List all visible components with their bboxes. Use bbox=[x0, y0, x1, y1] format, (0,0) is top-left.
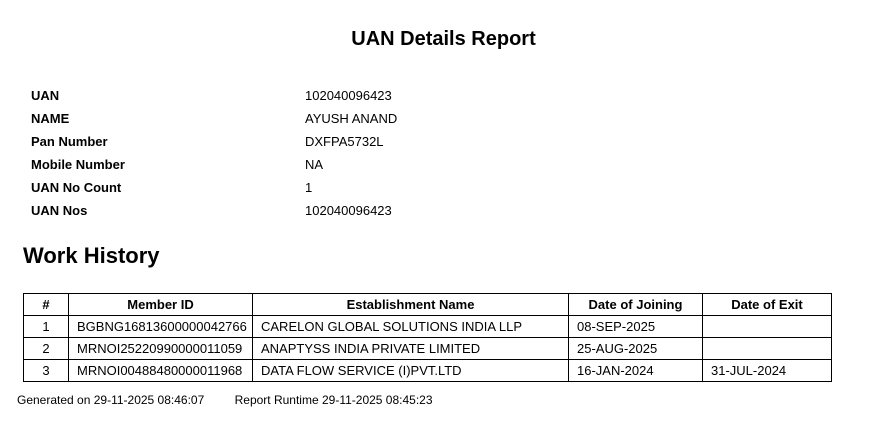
detail-value: 102040096423 bbox=[305, 203, 392, 218]
detail-row-uan-no-count bbox=[31, 176, 887, 199]
detail-value: 102040096423 bbox=[305, 88, 392, 103]
table-row bbox=[24, 360, 832, 382]
cell-date-of-exit: 31-JUL-2024 bbox=[703, 360, 832, 382]
cell-index: 3 bbox=[24, 360, 69, 382]
detail-label: UAN Nos bbox=[31, 203, 88, 218]
detail-row-mobile-number bbox=[31, 153, 887, 176]
col-header-member-id: Member ID bbox=[69, 294, 253, 316]
generated-timestamp: Generated on 29-11-2025 08:46:07 bbox=[17, 393, 205, 407]
cell-member-id: MRNOI00488480000011968 bbox=[69, 360, 253, 382]
cell-date-of-joining: 16-JAN-2024 bbox=[569, 360, 703, 382]
uan-details-section bbox=[31, 84, 887, 222]
detail-label: UAN No Count bbox=[31, 180, 122, 195]
page-title: UAN Details Report bbox=[351, 28, 536, 50]
table-row bbox=[24, 338, 832, 360]
detail-row-pan-number bbox=[31, 130, 887, 153]
col-header-establishment-name: Establishment Name bbox=[253, 294, 569, 316]
cell-index: 2 bbox=[24, 338, 69, 360]
detail-row-uan bbox=[31, 84, 887, 107]
col-header-date-of-exit: Date of Exit bbox=[703, 294, 832, 316]
cell-establishment-name: ANAPTYSS INDIA PRIVATE LIMITED bbox=[253, 338, 569, 360]
detail-label: NAME bbox=[31, 111, 70, 126]
cell-date-of-exit bbox=[703, 338, 832, 360]
detail-label: Mobile Number bbox=[31, 157, 125, 172]
cell-establishment-name: DATA FLOW SERVICE (I)PVT.LTD bbox=[253, 360, 569, 382]
table-header-row bbox=[24, 294, 832, 316]
col-header-date-of-joining: Date of Joining bbox=[569, 294, 703, 316]
detail-label: Pan Number bbox=[31, 134, 108, 149]
cell-date-of-joining: 08-SEP-2025 bbox=[569, 316, 703, 338]
cell-member-id: MRNOI25220990000011059 bbox=[69, 338, 253, 360]
report-runtime-timestamp: Report Runtime 29-11-2025 08:45:23 bbox=[234, 393, 433, 407]
col-header-index: # bbox=[24, 294, 69, 316]
detail-row-name bbox=[31, 107, 887, 130]
cell-index: 1 bbox=[24, 316, 69, 338]
detail-label: UAN bbox=[31, 88, 60, 103]
detail-value: 1 bbox=[305, 180, 313, 195]
cell-date-of-joining: 25-AUG-2025 bbox=[569, 338, 703, 360]
cell-member-id: BGBNG16813600000042766 bbox=[69, 316, 253, 338]
detail-row-uan-nos bbox=[31, 199, 887, 222]
detail-value: NA bbox=[305, 157, 324, 172]
detail-value: DXFPA5732L bbox=[305, 134, 384, 149]
detail-value: AYUSH ANAND bbox=[305, 111, 398, 126]
work-history-heading: Work History bbox=[23, 243, 160, 268]
cell-date-of-exit bbox=[703, 316, 832, 338]
report-footer bbox=[17, 393, 887, 407]
cell-establishment-name: CARELON GLOBAL SOLUTIONS INDIA LLP bbox=[253, 316, 569, 338]
table-row bbox=[24, 316, 832, 338]
work-history-table bbox=[23, 293, 832, 382]
